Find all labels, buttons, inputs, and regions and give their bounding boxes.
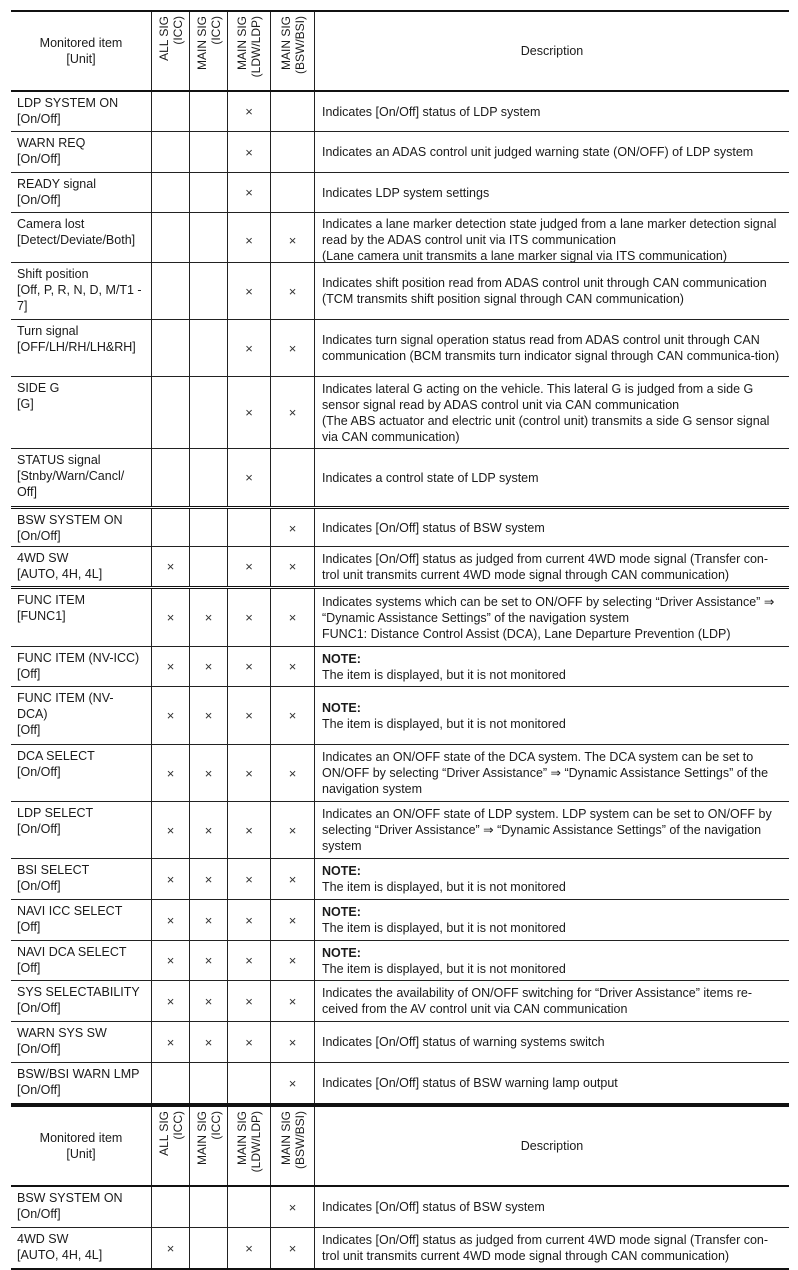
header-col-main-sig-icc: MAIN SIG (ICC): [190, 12, 228, 90]
header-item: Monitored item [Unit]: [11, 12, 152, 90]
signal-mark-1: [190, 509, 228, 547]
table-row: [11, 449, 789, 509]
signal-mark-3: ×: [271, 547, 315, 586]
signal-mark-1: ×: [190, 647, 228, 686]
table-row: [11, 589, 789, 647]
table-row: [11, 859, 789, 900]
signal-mark-3: ×: [271, 1063, 315, 1103]
description: Indicates an ON/OFF state of the DCA system. The DCA system can be set to ON/OFF by selecting “Driver Assistance” ⇒ “Dynamic Assistance Settings” of the navigation system: [322, 750, 769, 796]
signal-mark-0: [152, 132, 190, 172]
signal-mark-3: ×: [271, 647, 315, 686]
signal-mark-0: ×: [152, 1022, 190, 1062]
table-row: [11, 547, 789, 589]
signal-mark-3: ×: [271, 263, 315, 319]
description: NOTE: The item is displayed, but it is not monitored: [315, 900, 789, 940]
signal-mark-3: [271, 173, 315, 212]
monitored-item: Camera lost [Detect/Deviate/Both]: [11, 213, 152, 267]
signal-mark-2: ×: [228, 589, 271, 646]
signal-mark-1: ×: [190, 687, 228, 744]
table-row: [11, 900, 789, 941]
table-row: [11, 1063, 789, 1105]
signal-mark-2: ×: [228, 647, 271, 686]
signal-mark-2: ×: [228, 941, 271, 980]
note-label: NOTE:: [322, 905, 361, 919]
description: Indicates [On/Off] status of BSW system: [322, 521, 545, 535]
signal-mark-3: ×: [271, 320, 315, 376]
signal-mark-1: [190, 449, 228, 506]
header-col-all-sig-icc: ALL SIG (ICC): [152, 12, 190, 90]
description: NOTE: The item is displayed, but it is not monitored: [315, 647, 789, 686]
monitored-item: NAVI ICC SELECT [Off]: [11, 900, 152, 940]
signal-mark-1: [190, 263, 228, 319]
signal-mark-0: ×: [152, 687, 190, 744]
monitored-item: WARN SYS SW [On/Off]: [11, 1022, 152, 1062]
signal-mark-2: ×: [228, 1022, 271, 1062]
header-col-main-sig-bsw-bsi: MAIN SIG (BSW/BSI): [271, 12, 315, 90]
table-row: [11, 981, 789, 1022]
description: Indicates systems which can be set to ON/OFF by selecting “Driver Assistance” ⇒ “Dynamic Assistance Settings” of the navigation system FUNC1: Distance Control Assist (DCA), Lane Departure Prevention (LDP): [322, 594, 775, 641]
monitored-item: LDP SYSTEM ON [On/Off]: [11, 92, 152, 131]
signal-mark-1: ×: [190, 941, 228, 980]
signal-mark-1: ×: [190, 981, 228, 1021]
table-row: [11, 687, 789, 745]
signal-mark-3: ×: [271, 509, 315, 547]
monitored-item: SIDE G [G]: [11, 377, 152, 448]
signal-mark-0: [152, 377, 190, 448]
signal-mark-2: ×: [228, 547, 271, 586]
monitored-item: SYS SELECTABILITY [On/Off]: [11, 981, 152, 1021]
table-row: [11, 92, 789, 132]
signal-mark-3: ×: [271, 1228, 315, 1268]
signal-mark-2: [228, 1063, 271, 1103]
description: Indicates a lane marker detection state judged from a lane marker detection signal read by the ADAS control unit via ITS communication (Lane camera unit transmits a lane marker signal via ITS communication): [322, 217, 777, 263]
signal-mark-0: [152, 509, 190, 547]
signal-mark-0: [152, 1187, 190, 1227]
signal-mark-1: ×: [190, 900, 228, 940]
signal-mark-2: ×: [228, 320, 271, 376]
signal-mark-0: ×: [152, 941, 190, 980]
header-col-main-sig-bsw-bsi: MAIN SIG (BSW/BSI): [271, 1107, 315, 1185]
table-row: [11, 647, 789, 687]
monitored-item: READY signal [On/Off]: [11, 173, 152, 212]
signal-mark-2: ×: [228, 981, 271, 1021]
monitored-item: BSI SELECT [On/Off]: [11, 859, 152, 899]
signal-mark-2: ×: [228, 687, 271, 744]
description: Indicates an ADAS control unit judged warning state (ON/OFF) of LDP system: [322, 145, 754, 159]
signal-mark-3: ×: [271, 941, 315, 980]
signal-mark-2: ×: [228, 802, 271, 858]
signal-mark-0: [152, 1063, 190, 1103]
note-label: NOTE:: [322, 651, 361, 666]
signal-mark-3: ×: [271, 589, 315, 646]
monitored-item: BSW SYSTEM ON [On/Off]: [11, 509, 152, 547]
signal-mark-1: [190, 132, 228, 172]
signal-mark-2: ×: [228, 859, 271, 899]
signal-mark-3: [271, 132, 315, 172]
description: Indicates the availability of ON/OFF switching for “Driver Assistance” items re-ceived from the AV control unit via CAN communication: [322, 986, 752, 1016]
description: NOTE: The item is displayed, but it is not monitored: [315, 859, 789, 899]
signal-mark-3: ×: [271, 802, 315, 858]
description: Indicates [On/Off] status as judged from current 4WD mode signal (Transfer con-trol unit transmits current 4WD mode signal through CAN communication): [322, 1233, 769, 1263]
table-row: [11, 745, 789, 802]
table-header-repeat: [11, 1105, 789, 1187]
table-row: [11, 320, 789, 377]
table-row: [11, 802, 789, 859]
signal-mark-2: [228, 1187, 271, 1227]
signal-mark-0: ×: [152, 802, 190, 858]
table-row: [11, 132, 789, 173]
monitored-item: FUNC ITEM [FUNC1]: [11, 589, 152, 646]
signal-mark-2: ×: [228, 132, 271, 172]
signal-mark-1: ×: [190, 802, 228, 858]
signal-mark-0: [152, 449, 190, 506]
signal-mark-2: ×: [228, 92, 271, 131]
signal-mark-3: ×: [271, 213, 315, 267]
monitored-item: FUNC ITEM (NV-ICC) [Off]: [11, 647, 152, 686]
signal-mark-0: ×: [152, 1228, 190, 1268]
signal-mark-0: ×: [152, 859, 190, 899]
table-row: [11, 1187, 789, 1228]
signal-mark-3: [271, 449, 315, 506]
signal-mark-1: [190, 213, 228, 267]
description: Indicates [On/Off] status of BSW system: [322, 1200, 545, 1214]
note-label: NOTE:: [322, 700, 361, 715]
table-row: [11, 377, 789, 449]
description: Indicates an ON/OFF state of LDP system. LDP system can be set to ON/OFF by selecting “Driver Assistance” ⇒ “Dynamic Assistance Settings” of the navigation system: [322, 807, 772, 853]
signal-mark-2: ×: [228, 1228, 271, 1268]
signal-mark-1: [190, 173, 228, 212]
signal-mark-0: ×: [152, 745, 190, 801]
signal-mark-0: ×: [152, 589, 190, 646]
signal-mark-0: [152, 173, 190, 212]
table-row: [11, 213, 789, 263]
monitored-item: BSW SYSTEM ON [On/Off]: [11, 1187, 152, 1227]
signal-mark-3: ×: [271, 900, 315, 940]
description: Indicates turn signal operation status read from ADAS control unit through CAN communication (BCM transmits turn indicator signal through CAN communica-tion): [322, 333, 780, 363]
header-description: Description: [520, 1139, 584, 1153]
signal-mark-2: [228, 509, 271, 547]
signal-mark-3: [271, 92, 315, 131]
table-row: [11, 1228, 789, 1270]
header-col-all-sig-icc: ALL SIG (ICC): [152, 1107, 190, 1185]
signal-mark-0: [152, 320, 190, 376]
table-row: [11, 1022, 789, 1063]
table-row: [11, 941, 789, 981]
signal-mark-1: [190, 1187, 228, 1227]
monitored-item: STATUS signal [Stnby/Warn/Cancl/ Off]: [11, 449, 152, 506]
monitored-item: FUNC ITEM (NV- DCA) [Off]: [11, 687, 152, 744]
signal-mark-1: ×: [190, 859, 228, 899]
signal-mark-0: ×: [152, 547, 190, 586]
signal-mark-1: [190, 547, 228, 586]
signal-mark-2: ×: [228, 173, 271, 212]
signal-mark-3: ×: [271, 687, 315, 744]
signal-mark-0: ×: [152, 981, 190, 1021]
signal-mark-2: ×: [228, 377, 271, 448]
monitored-item: Shift position [Off, P, R, N, D, M/T1 - 7]: [11, 263, 152, 319]
description: Indicates LDP system settings: [322, 185, 490, 200]
signal-mark-2: ×: [228, 213, 271, 267]
signal-mark-1: ×: [190, 745, 228, 801]
signal-mark-0: ×: [152, 647, 190, 686]
signal-mark-0: [152, 213, 190, 267]
table-header: [11, 10, 789, 92]
signal-mark-1: [190, 1228, 228, 1268]
signal-mark-1: [190, 377, 228, 448]
signal-mark-3: ×: [271, 981, 315, 1021]
header-description: Description: [520, 44, 584, 58]
signal-mark-3: ×: [271, 745, 315, 801]
signal-mark-2: ×: [228, 449, 271, 506]
table-row: [11, 173, 789, 213]
description: Indicates [On/Off] status of LDP system: [322, 104, 541, 119]
description: Indicates [On/Off] status of warning systems switch: [322, 1035, 605, 1049]
description: NOTE: The item is displayed, but it is not monitored: [315, 687, 789, 744]
monitored-item: Turn signal [OFF/LH/RH/LH&RH]: [11, 320, 152, 376]
monitored-item: DCA SELECT [On/Off]: [11, 745, 152, 801]
signal-mark-1: [190, 92, 228, 131]
signal-mark-2: ×: [228, 263, 271, 319]
header-col-main-sig-icc: MAIN SIG (ICC): [190, 1107, 228, 1185]
description: NOTE: The item is displayed, but it is not monitored: [315, 941, 789, 980]
signal-mark-1: [190, 1063, 228, 1103]
signal-mark-0: [152, 92, 190, 131]
header-item: Monitored item [Unit]: [11, 1107, 152, 1185]
description: Indicates a control state of LDP system: [322, 470, 539, 485]
monitored-item: LDP SELECT [On/Off]: [11, 802, 152, 858]
monitored-item: 4WD SW [AUTO, 4H, 4L]: [11, 547, 152, 586]
monitor-table: [11, 10, 789, 1270]
signal-mark-3: ×: [271, 859, 315, 899]
monitored-item: BSW/BSI WARN LMP [On/Off]: [11, 1063, 152, 1103]
monitored-item: WARN REQ [On/Off]: [11, 132, 152, 172]
monitored-item: 4WD SW [AUTO, 4H, 4L]: [11, 1228, 152, 1268]
signal-mark-0: ×: [152, 900, 190, 940]
signal-mark-2: ×: [228, 745, 271, 801]
signal-mark-0: [152, 263, 190, 319]
note-label: NOTE:: [322, 945, 361, 960]
description: Indicates lateral G acting on the vehicle. This lateral G is judged from a side G sensor signal read by ADAS control unit via CAN communication (The ABS actuator and electric unit (control unit) transmits a side G sensor signal via CAN communication): [322, 381, 770, 444]
header-col-main-sig-ldw-ldp: MAIN SIG (LDW/LDP): [228, 12, 271, 90]
table-row: [11, 509, 789, 547]
note-label: NOTE:: [322, 864, 361, 878]
signal-mark-1: ×: [190, 589, 228, 646]
signal-mark-3: ×: [271, 377, 315, 448]
header-col-main-sig-ldw-ldp: MAIN SIG (LDW/LDP): [228, 1107, 271, 1185]
description: Indicates shift position read from ADAS control unit through CAN communication (TCM transmits shift position signal through CAN communication): [322, 276, 767, 306]
signal-mark-2: ×: [228, 900, 271, 940]
signal-mark-3: ×: [271, 1022, 315, 1062]
signal-mark-1: ×: [190, 1022, 228, 1062]
description: Indicates [On/Off] status as judged from current 4WD mode signal (Transfer con-trol unit transmits current 4WD mode signal through CAN communication): [322, 551, 769, 582]
table-row: [11, 263, 789, 320]
description: Indicates [On/Off] status of BSW warning lamp output: [322, 1076, 618, 1090]
signal-mark-3: ×: [271, 1187, 315, 1227]
signal-mark-1: [190, 320, 228, 376]
monitored-item: NAVI DCA SELECT [Off]: [11, 941, 152, 980]
